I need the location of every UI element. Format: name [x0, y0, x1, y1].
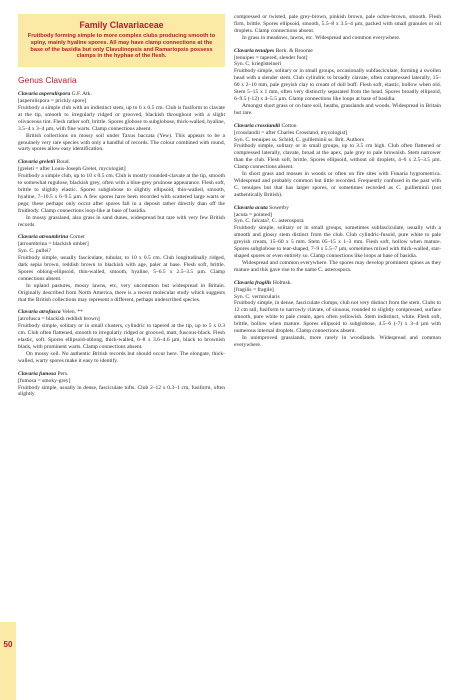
species-paragraph: Fruitbody a simple club, up to 10 x 0.5 cm. Club is mostly rounded-clavate at the tip, smooth to somewhat rugulose, blackish grey, often with a blue-grey pruinose appearance. Flesh soft, brittle to slightly elastic. Spores subglobose to slightly ellipsoid, thin-walled, smooth, hyaline, 7–10.5 x 6–9.5 µm. A few spores have been recorded with scattered large warts or pegs; these perhaps only occur after spores fall in a deposit rather directly than off the fruitbody. Clamp connections loop-like at base of basidia.: [18, 173, 225, 214]
species-paragraph: In mossy grassland, also grass in sand dunes, widespread but rare with very few British records.: [18, 214, 225, 228]
species-paragraph: In unimproved grasslands, more rarely in woodlands. Widespread and common everywhere.: [234, 334, 441, 348]
species-entry: [18, 234, 225, 303]
species-paragraph: Fruitbody simple, solitary or in small groups, sometimes subfasciculate, usually with a smooth and glossy stem distinct from the club. Club cylindric-fusoid, pure white to pale greyish cream, 15–60 x 5 mm. Stem 05–15 x 1–3 mm. Flesh soft, hollow when mature. Spores subglobose to tear-shaped, 7–9 x 5.5–7 µm, sometimes mixed with thick-walled, star-shaped spores or even entirely so. Clamp connections like loops at base of basidia.: [234, 225, 441, 259]
species-entry: [234, 123, 441, 199]
species-author: Berk. & Broome: [274, 47, 313, 54]
species-name: Clavaria fumosa: [18, 370, 57, 377]
species-entry: [234, 280, 441, 349]
species-heading: [234, 280, 441, 287]
species-meta-line: [greleti = after Louis-Joseph Grelet, mycologist]: [18, 166, 126, 173]
species-author: Pers.: [56, 370, 69, 377]
species-paragraph: British collections on mossy soil under Taxus baccata (Yew). This appears to be a genuinely very rare species with only a handful of records. The colour combined with round, warty spores allow easy identification.: [18, 132, 225, 153]
species-author: Cotton: [280, 122, 297, 129]
species-author: Holmsk.: [271, 279, 292, 286]
species-paragraph: Fruitbody a simple club with an indistinct stem, up to 6 x 0.5 cm. Club is fusiform to clavate at the tip, smooth to irregularly ridged or grooved, blackish throughout with a slight olivaceous tint. Flesh rather soft, brittle. Spores globose to subglobose, thick-walled, hyaline, 3.5–4 x 3–4 µm, with fine warts. Clamp connections absent.: [18, 105, 225, 132]
family-description: Fruitbody forming simple to more complex clubs producing smooth to spiny, mainly hyaline spores. All may have clamp connections at the base of the basidia but only Clavulinopsis and Ramariopsis possess clamps in the hyphae of the flesh.: [27, 33, 216, 60]
right-species-list: [234, 48, 441, 349]
species-meta-line: Syn. C. krieglsteineri: [234, 61, 282, 68]
species-paragraph: In short grass and mosses in woods or often on fire sites with Funaria hygrometrica. Widespread and probably common but little recorded. Frequently confused in the past with C. tenuipes but that has larger spores, or sometimes recorded as C. guilleminii (not authentically British).: [234, 171, 441, 198]
species-name: Clavaria greletii: [18, 159, 56, 166]
species-meta-line: [crosslandii = after Charles Crossland, mycologist]: [234, 129, 348, 136]
species-entry: [18, 309, 225, 364]
genus-title: Genus Clavaria: [18, 75, 77, 86]
species-meta-line: [tenuipes = tapered, slender foot]: [234, 54, 308, 61]
left-column: [18, 14, 225, 404]
species-heading: [234, 123, 441, 130]
species-author: G.F. Atk.: [70, 91, 92, 98]
species-meta-line: Syn. C. falcata?, C. asterospora: [234, 218, 304, 225]
species-heading: [18, 234, 225, 241]
species-author: Velen. **: [60, 309, 83, 316]
species-paragraph: Fruitbody simple, solitary or in small groups, up to 3.5 cm high. Club often flattened or compressed laterally, clavate, broad at the apex, pale grey to pale brownish. Stem narrower than the club. Flesh soft, brittle. Spores ellipsoid, without oil droplets, 4–6 x 2.5–3.5 µm. Clamp connections absent.: [234, 143, 441, 171]
species-name: Clavaria fragilis: [234, 279, 272, 286]
species-meta-line: [fumosa = smoky-grey]: [18, 377, 71, 384]
species-meta-line: Syn. C. pullei?: [18, 248, 51, 255]
species-entry: [234, 205, 441, 274]
species-author: Boud.: [55, 159, 70, 166]
species-paragraph: Fruitbody simple, in dense, fasciculate clumps, club not very distinct from the stem. Clubs to 12 cm tall, fusiform to narrowly clavate, of sinuous, rounded to slightly compressed, surface smooth, pure white to pale cream, apex often yellowish. Stem indistinct, white. Flesh soft, brittle, hollow when mature. Spores ellipsoid to subglobose, 4.5–6 (-7) x 3–4 µm with numerous internal droplets. Clamp connections absent.: [234, 300, 441, 335]
species-meta-line: [atrofusca = blackish reddish brown]: [18, 316, 100, 323]
species-paragraph: Fruitbody simple, usually in dense, fasciculate tufts. Club 2–12 x 0.3–1 cm, fusiform, often slightly: [18, 384, 225, 398]
species-meta-line: [acuta = pointed]: [234, 211, 272, 218]
species-paragraph: Amongst short grass or on bare soil, heaths, grasslands and woods. Widespread in Britain but rare.: [234, 102, 441, 116]
page-number: 50: [3, 640, 13, 649]
species-heading: [234, 205, 441, 212]
species-entry: [18, 159, 225, 228]
species-name: Clavaria acuta: [234, 204, 268, 211]
species-paragraph: In upland pastures, mossy lawns, etc, very uncommon but widespread in Britain. Originally described from North America, there is a recent molecular study which suggests that the British collections may represent a different, perhaps undescribed species.: [18, 282, 225, 303]
species-meta-line: [asperulispora = prickly spore]: [18, 98, 87, 105]
species-paragraph: Fruitbody simple, usually fasciculate, tubular, to 10 x 0.5 cm. Club longitudinally ridged, dark sepia brown, reddish brown to blackish with age, paler at base. Flesh soft, brittle. Spores oblong-ellipsoid, thin-walled, smooth, hyaline, 5–6.5 x 2.5–3.5 µm. Clamp connections absent.: [18, 255, 225, 282]
family-box: [18, 14, 225, 67]
page-number-tab: [0, 622, 16, 700]
species-name: Clavaria atroumbrina: [18, 234, 69, 241]
species-meta-line: [atroumbrina = blackish umber]: [18, 241, 89, 248]
species-heading: [18, 371, 225, 378]
species-name: Clavaria atrofusca: [18, 309, 61, 316]
right-intro: [234, 14, 441, 42]
species-paragraph: Widespread and common everywhere. The spores may develop prominent spines as they mature and this gave rise to the name C. asterospora.: [234, 259, 441, 273]
species-entry: [18, 91, 225, 153]
species-author: Sowerby: [267, 204, 289, 211]
species-paragraph: On mossy soil. No authentic British records but should occur here. The elongate, thick-walled, warty spores make it easy to identify.: [18, 350, 225, 364]
species-name: Clavaria asperulispora: [18, 91, 71, 98]
species-meta-line: [fragilis = fragile]: [234, 286, 274, 293]
left-species-list: [18, 91, 225, 398]
species-author: Corner: [68, 234, 85, 241]
intro-paragraph: compressed or twisted, pale grey-brown, pinkish brown, pale ochre-brown, smooth. Flesh firm, brittle. Spores ellipsoid, smooth, 5.5–8 x 3.5–4 µm, packed with small granules or oil droplets. Clamp connections absent.: [234, 14, 441, 34]
species-paragraph: Fruitbody simple, solitary or in small clusters, cylindric to tapered at the tip, up to 5 x 0.3 cm. Club often flattened, smooth to irregularly ridged or grooved, matt, fuscous-black. Flesh elastic, soft. Spores ellipsoid-oblong, thick-walled, 6–8 x 3.6–4.6 µm, black to brownish black, with prominent warts. Clamp connections absent.: [18, 323, 225, 350]
intro-paragraph: In grass in meadows, lawns, etc. Widespread and common everywhere.: [242, 34, 401, 41]
species-entry: [18, 371, 225, 399]
species-paragraph: Fruitbody simple, solitary or in small groups, occasionally subfasciculate, forming a swollen head with a slender stem. Club cylindric to broadly clavate, often compressed laterally, 15–60 x 2–10 mm, pale greyish clay to cream of dull buff. Flesh soft, elastic, hollow when old. Stem 5–15 x 1 mm, often very distinctly separated from the head. Spores broadly ellipsoid, 6–9.5 (-12) x 4–5.5 µm. Clamp connections like loops at base of basidia.: [234, 68, 441, 102]
species-meta-line: Syn. C. tenuipes ss. Schild, C. guilleminii ss. Brit. Authors: [234, 136, 365, 143]
family-title: Family Clavariaceae: [79, 20, 164, 30]
species-name: Clavaria crosslandii: [234, 122, 281, 129]
right-column: [234, 14, 441, 355]
species-name: Clavaria tenuipes: [234, 47, 275, 54]
species-entry: [234, 48, 441, 117]
species-meta-line: Syn. C. vermicularis: [234, 293, 280, 300]
species-heading: [234, 48, 441, 55]
species-heading: [18, 91, 225, 98]
